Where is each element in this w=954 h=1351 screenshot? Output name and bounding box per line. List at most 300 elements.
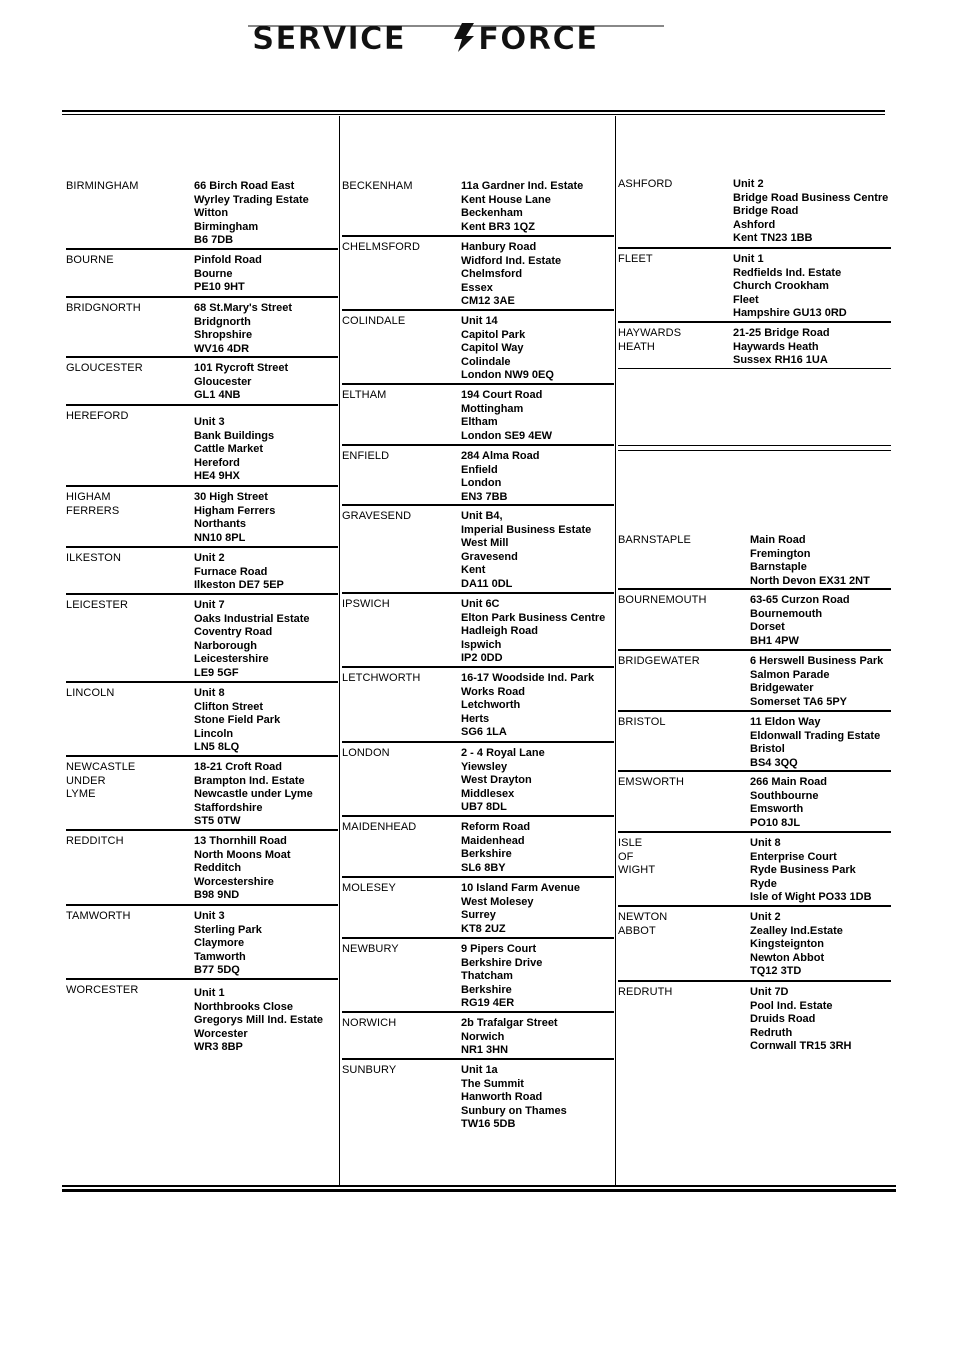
address-line: 266 Main Road bbox=[750, 776, 828, 788]
location-address bbox=[750, 837, 872, 905]
address-line: Newcastle under Lyme bbox=[194, 788, 313, 800]
address-line: 66 Birch Road East bbox=[194, 180, 295, 192]
town-line: BOURNE bbox=[66, 254, 114, 266]
location-town bbox=[618, 253, 653, 267]
address-line: 21-25 Bridge Road bbox=[733, 327, 830, 339]
entry-separator bbox=[66, 904, 338, 906]
address-line: 9 Pipers Court bbox=[461, 943, 537, 955]
town-line: BOURNEMOUTH bbox=[618, 594, 707, 606]
address-line: Enfield bbox=[461, 463, 498, 476]
address-line: Lincoln bbox=[194, 727, 234, 740]
address-line: Unit 2 bbox=[733, 178, 764, 190]
location-address bbox=[194, 254, 262, 295]
column-divider-2 bbox=[615, 116, 616, 1185]
location-town bbox=[342, 1064, 396, 1078]
address-line: Eldonwall Trading Estate bbox=[750, 729, 881, 742]
address-line: Unit 3 bbox=[194, 416, 225, 428]
address-line: Claymore bbox=[194, 937, 245, 949]
address-line: 6 Herswell Business Park bbox=[750, 655, 884, 667]
address-line: UB7 8DL bbox=[461, 801, 507, 813]
location-address bbox=[461, 747, 545, 815]
entry-separator bbox=[66, 248, 338, 250]
location-address bbox=[194, 761, 313, 829]
location-town bbox=[342, 241, 420, 255]
address-line: Bridge Road Business Centre bbox=[733, 191, 889, 204]
address-line: Somerset TA6 5PY bbox=[750, 695, 848, 708]
address-line: Capitol Way bbox=[461, 342, 524, 354]
address-line: Ispwich bbox=[461, 638, 502, 651]
location-address bbox=[194, 835, 291, 903]
address-line: Eltham bbox=[461, 416, 498, 428]
address-line: Coventry Road bbox=[194, 626, 273, 638]
address-line: Unit 7D bbox=[750, 986, 789, 998]
address-line: Northbrooks Close bbox=[194, 1000, 294, 1013]
address-line: Unit 1 bbox=[733, 253, 764, 265]
address-line: Ryde bbox=[750, 877, 777, 890]
address-line: Thatcham bbox=[461, 970, 513, 982]
address-line: Leicestershire bbox=[194, 653, 269, 665]
address-line: IP2 0DD bbox=[461, 652, 503, 664]
location-town bbox=[66, 910, 131, 924]
address-line: Ilkeston DE7 5EP bbox=[194, 579, 284, 591]
location-town bbox=[342, 882, 396, 896]
address-line: Redfields Ind. Estate bbox=[733, 266, 842, 279]
town-line: ENFIELD bbox=[342, 450, 390, 462]
address-line: WV16 4DR bbox=[194, 342, 250, 355]
location-address bbox=[461, 882, 580, 936]
right-separator-2 bbox=[618, 445, 891, 446]
entry-separator bbox=[618, 588, 891, 590]
entry-separator bbox=[342, 1058, 614, 1060]
town-line: GLOUCESTER bbox=[66, 362, 143, 374]
address-line: TW16 5DB bbox=[461, 1118, 516, 1130]
entry-separator bbox=[618, 770, 891, 772]
bottom-rule-2 bbox=[62, 1189, 896, 1192]
entry-separator bbox=[66, 978, 338, 980]
location-address bbox=[461, 821, 530, 875]
address-line: LN5 8LQ bbox=[194, 741, 240, 753]
location-town bbox=[618, 178, 672, 192]
location-address bbox=[750, 716, 880, 770]
entry-separator bbox=[342, 235, 614, 237]
address-line: Bank Buildings bbox=[194, 429, 275, 442]
location-address bbox=[194, 599, 310, 680]
right-separator-3 bbox=[618, 450, 891, 451]
address-line: Church Crookham bbox=[733, 280, 829, 292]
address-line: West Molesey bbox=[461, 895, 534, 908]
address-line: Barnstaple bbox=[750, 561, 807, 573]
address-line: Sussex RH16 1UA bbox=[733, 354, 828, 366]
location-address bbox=[733, 327, 830, 368]
address-line: 18-21 Croft Road bbox=[194, 761, 283, 773]
address-line: B6 7DB bbox=[194, 234, 234, 246]
town-line: ASHFORD bbox=[618, 178, 673, 190]
svg-text:SERVICE: SERVICE bbox=[252, 21, 406, 54]
address-line: TQ12 3TD bbox=[750, 965, 802, 977]
address-line: Mottingham bbox=[461, 402, 524, 415]
address-line: Druids Road bbox=[750, 1013, 816, 1025]
location-address bbox=[461, 389, 552, 443]
address-line: Unit 6C bbox=[461, 598, 500, 610]
address-line: Narborough bbox=[194, 639, 257, 652]
town-line: NEWBURY bbox=[342, 943, 399, 955]
location-town bbox=[66, 302, 141, 316]
address-line: Unit 1a bbox=[461, 1064, 498, 1076]
entry-separator bbox=[342, 1011, 614, 1013]
location-town bbox=[342, 510, 411, 524]
entry-separator bbox=[66, 755, 338, 757]
address-line: Bridgewater bbox=[750, 682, 814, 694]
location-address bbox=[750, 594, 850, 648]
location-town bbox=[342, 943, 399, 957]
town-line: BRISTOL bbox=[618, 716, 666, 728]
address-line: Chelmsford bbox=[461, 268, 523, 280]
entry-separator bbox=[342, 444, 614, 446]
address-line: Yiewsley bbox=[461, 760, 508, 773]
address-line: Redruth bbox=[750, 1026, 793, 1039]
address-line: London SE9 4EW bbox=[461, 429, 553, 442]
town-line: BIRMINGHAM bbox=[66, 180, 139, 192]
address-line: Unit B4, bbox=[461, 510, 503, 522]
address-line: 2 - 4 Royal Lane bbox=[461, 747, 545, 759]
address-line: Northants bbox=[194, 518, 246, 530]
address-line: 16-17 Woodside Ind. Park bbox=[461, 672, 595, 684]
location-address bbox=[733, 178, 888, 246]
address-line: Kent BR3 1QZ bbox=[461, 220, 535, 233]
top-rule bbox=[62, 110, 885, 112]
entry-separator bbox=[618, 831, 891, 833]
town-line: WORCESTER bbox=[66, 984, 139, 996]
top-rule-2 bbox=[62, 114, 885, 115]
town-line: REDDITCH bbox=[66, 835, 124, 847]
location-address bbox=[750, 986, 851, 1054]
town-line: HEREFORD bbox=[66, 410, 129, 422]
address-line: Bournemouth bbox=[750, 607, 823, 620]
address-line: Gloucester bbox=[194, 375, 252, 388]
town-line: CHELMSFORD bbox=[342, 241, 421, 253]
location-address bbox=[461, 450, 539, 504]
address-line: Redditch bbox=[194, 862, 242, 874]
address-line: Oaks Industrial Estate bbox=[194, 612, 310, 625]
address-line: Haywards Heath bbox=[733, 340, 819, 353]
address-line: Unit 7 bbox=[194, 599, 225, 611]
address-line: Wyrley Trading Estate bbox=[194, 193, 309, 206]
address-line: Gravesend bbox=[461, 550, 518, 563]
address-line: Berkshire Drive bbox=[461, 956, 543, 969]
location-address bbox=[461, 1064, 567, 1132]
entry-separator bbox=[342, 592, 614, 594]
address-line: Worcester bbox=[194, 1027, 248, 1040]
address-line: Hadleigh Road bbox=[461, 625, 539, 637]
address-line: 2b Trafalgar Street bbox=[461, 1017, 558, 1029]
address-line: HE4 9HX bbox=[194, 470, 240, 482]
town-line: LONDON bbox=[342, 747, 390, 759]
location-town bbox=[342, 821, 416, 835]
address-line: 194 Court Road bbox=[461, 389, 543, 401]
location-address bbox=[461, 943, 542, 1011]
address-line: Southbourne bbox=[750, 789, 819, 802]
location-town bbox=[66, 552, 121, 566]
location-address bbox=[461, 510, 591, 591]
town-line: MAIDENHEAD bbox=[342, 821, 417, 833]
location-town bbox=[66, 835, 124, 849]
location-address bbox=[194, 302, 292, 356]
address-line: 30 High Street bbox=[194, 491, 268, 503]
address-line: Bridgnorth bbox=[194, 315, 251, 328]
address-line: Herts bbox=[461, 712, 490, 725]
address-line: Witton bbox=[194, 207, 229, 219]
entry-separator bbox=[342, 666, 614, 668]
location-town bbox=[618, 716, 666, 730]
address-line: Hanbury Road bbox=[461, 241, 537, 253]
address-line: Bristol bbox=[750, 743, 785, 755]
address-line: Enterprise Court bbox=[750, 850, 837, 863]
address-line: Hanworth Road bbox=[461, 1091, 543, 1103]
address-line: Unit 2 bbox=[750, 911, 781, 923]
address-line: WR3 8BP bbox=[194, 1041, 243, 1053]
address-line: 284 Alma Road bbox=[461, 450, 540, 462]
address-line: Clifton Street bbox=[194, 700, 264, 713]
address-line: Zealley Ind.Estate bbox=[750, 924, 843, 937]
address-line: B98 9ND bbox=[194, 889, 240, 901]
town-line: EMSWORTH bbox=[618, 776, 684, 788]
entry-separator bbox=[66, 356, 338, 358]
town-line: ISLE OF WIGHT bbox=[618, 837, 656, 876]
location-address bbox=[461, 672, 594, 740]
address-line: Unit 2 bbox=[194, 552, 225, 564]
entry-separator bbox=[66, 681, 338, 683]
address-line: 13 Thornhill Road bbox=[194, 835, 287, 847]
address-line: NR1 3HN bbox=[461, 1044, 509, 1056]
town-line: HEATH bbox=[618, 340, 655, 353]
address-line: Fremington bbox=[750, 547, 811, 560]
address-line: Isle of Wight PO33 1DB bbox=[750, 891, 872, 903]
address-line: BH1 4PW bbox=[750, 634, 799, 647]
address-line: The Summit bbox=[461, 1077, 524, 1090]
address-line: Bourne bbox=[194, 267, 233, 280]
location-address bbox=[194, 491, 275, 545]
town-line: BECKENHAM bbox=[342, 180, 413, 192]
svg-text:FORCE: FORCE bbox=[478, 21, 599, 54]
town-line: HAYWARDS bbox=[618, 327, 682, 339]
address-line: SG6 1LA bbox=[461, 726, 507, 738]
address-line: North Moons Moat bbox=[194, 848, 291, 861]
town-line: NORWICH bbox=[342, 1017, 397, 1029]
address-line: London bbox=[461, 477, 502, 489]
address-line: Emsworth bbox=[750, 803, 804, 815]
address-line: Reform Road bbox=[461, 821, 531, 833]
entry-separator bbox=[342, 815, 614, 817]
address-line: Kent House Lane bbox=[461, 193, 551, 206]
address-line: Capitol Park bbox=[461, 328, 526, 341]
address-line: Cattle Market bbox=[194, 443, 264, 455]
address-line: Newton Abbot bbox=[750, 951, 825, 964]
address-line: LE9 5GF bbox=[194, 666, 239, 679]
entry-separator bbox=[66, 404, 338, 406]
address-line: Kingsteignton bbox=[750, 938, 824, 950]
address-line: Imperial Business Estate bbox=[461, 523, 592, 536]
address-line: West Mill bbox=[461, 537, 509, 549]
location-town bbox=[342, 315, 405, 329]
location-address bbox=[750, 776, 827, 830]
entry-separator bbox=[66, 546, 338, 548]
entry-separator bbox=[618, 247, 891, 249]
address-line: Kent bbox=[461, 564, 486, 576]
location-address bbox=[461, 241, 561, 309]
entry-separator bbox=[66, 829, 338, 831]
location-town bbox=[66, 362, 143, 376]
location-town bbox=[618, 986, 672, 1000]
town-line: IPSWICH bbox=[342, 598, 390, 610]
location-town bbox=[618, 837, 655, 878]
address-line: Shropshire bbox=[194, 329, 253, 341]
town-line: LINCOLN bbox=[66, 687, 115, 699]
location-town bbox=[618, 327, 681, 354]
town-line: GRAVESEND bbox=[342, 510, 412, 522]
entry-separator bbox=[342, 937, 614, 939]
right-separator-1 bbox=[618, 368, 891, 369]
address-line: 11a Gardner Ind. Estate bbox=[461, 180, 584, 192]
address-line: SL6 8BY bbox=[461, 861, 506, 874]
location-town bbox=[618, 776, 684, 790]
address-line: Unit 1 bbox=[194, 987, 225, 999]
address-line: Ryde Business Park bbox=[750, 864, 856, 876]
location-address bbox=[733, 253, 847, 321]
entry-separator bbox=[618, 710, 891, 712]
location-address bbox=[194, 910, 262, 978]
town-line: BRIDGNORTH bbox=[66, 302, 141, 314]
location-address bbox=[461, 315, 554, 383]
address-line: Essex bbox=[461, 281, 493, 294]
address-line: Unit 3 bbox=[194, 910, 225, 922]
address-line: Brampton Ind. Estate bbox=[194, 774, 305, 787]
town-line: SUNBURY bbox=[342, 1064, 397, 1076]
town-line: UNDER LYME bbox=[66, 774, 106, 800]
location-town bbox=[618, 534, 691, 548]
location-town bbox=[618, 594, 707, 608]
address-line: Maidenhead bbox=[461, 834, 525, 847]
address-line: Ashford bbox=[733, 218, 776, 231]
address-line: Worcestershire bbox=[194, 875, 274, 888]
town-line: BRIDGEWATER bbox=[618, 655, 700, 667]
location-town bbox=[342, 598, 390, 612]
town-line: FLEET bbox=[618, 253, 653, 265]
address-line: Berkshire bbox=[461, 983, 512, 996]
town-line: NEWCASTLE bbox=[66, 761, 136, 773]
address-line: Unit 14 bbox=[461, 315, 498, 327]
entry-separator bbox=[618, 905, 891, 907]
town-line: MOLESEY bbox=[342, 882, 396, 894]
address-line: PO10 8JL bbox=[750, 816, 801, 829]
entry-separator bbox=[618, 649, 891, 651]
address-line: Letchworth bbox=[461, 699, 521, 711]
entry-separator bbox=[66, 296, 338, 298]
town-line: ELTHAM bbox=[342, 389, 387, 401]
location-address bbox=[461, 180, 583, 234]
town-line: COLINDALE bbox=[342, 315, 406, 327]
address-line: 63-65 Curzon Road bbox=[750, 594, 850, 606]
location-address bbox=[461, 1017, 558, 1058]
location-address bbox=[194, 416, 274, 484]
address-line: NN10 8PL bbox=[194, 531, 246, 544]
address-line: 11 Eldon Way bbox=[750, 716, 821, 728]
location-town bbox=[618, 911, 667, 938]
entry-separator bbox=[342, 383, 614, 385]
town-line: TAMWORTH bbox=[66, 910, 131, 922]
town-line: LEICESTER bbox=[66, 599, 129, 611]
address-line: CM12 3AE bbox=[461, 295, 515, 307]
entry-separator bbox=[66, 485, 338, 487]
entry-separator bbox=[618, 321, 891, 323]
address-line: BS4 3QQ bbox=[750, 756, 798, 769]
location-town bbox=[66, 984, 138, 998]
entry-separator bbox=[342, 504, 614, 506]
address-line: GL1 4NB bbox=[194, 389, 241, 401]
address-line: Pool Ind. Estate bbox=[750, 999, 833, 1012]
location-town bbox=[66, 180, 139, 194]
location-town bbox=[618, 655, 700, 669]
address-line: Salmon Parade bbox=[750, 668, 830, 681]
address-line: Works Road bbox=[461, 685, 525, 698]
location-town bbox=[342, 450, 389, 464]
town-line: REDRUTH bbox=[618, 986, 673, 998]
address-line: Middlesex bbox=[461, 787, 515, 800]
location-address bbox=[194, 362, 288, 403]
location-town bbox=[342, 389, 386, 403]
location-town bbox=[342, 180, 413, 194]
address-line: West Drayton bbox=[461, 774, 532, 786]
address-line: 10 Island Farm Avenue bbox=[461, 882, 581, 894]
address-line: Elton Park Business Centre bbox=[461, 611, 606, 624]
address-line: PE10 9HT bbox=[194, 281, 245, 293]
address-line: Cornwall TR15 3RH bbox=[750, 1040, 852, 1052]
town-line: HIGHAM FERRERS bbox=[66, 491, 120, 517]
entry-separator bbox=[66, 593, 338, 595]
address-line: North Devon EX31 2NT bbox=[750, 574, 870, 587]
address-line: B77 5DQ bbox=[194, 964, 240, 976]
address-line: Stone Field Park bbox=[194, 714, 281, 726]
location-town bbox=[66, 687, 114, 701]
entry-separator bbox=[342, 741, 614, 743]
town-line: ILKESTON bbox=[66, 552, 122, 564]
location-town bbox=[66, 254, 114, 268]
address-line: Hampshire GU13 0RD bbox=[733, 307, 847, 319]
address-line: Staffordshire bbox=[194, 801, 263, 814]
address-line: Sterling Park bbox=[194, 923, 262, 936]
address-line: 101 Rycroft Street bbox=[194, 362, 289, 374]
address-line: Sunbury on Thames bbox=[461, 1104, 567, 1117]
entry-separator bbox=[342, 309, 614, 311]
bottom-rule bbox=[62, 1185, 896, 1187]
location-town bbox=[66, 491, 119, 518]
address-line: Kent TN23 1BB bbox=[733, 232, 813, 244]
address-line: London NW9 0EQ bbox=[461, 369, 554, 381]
address-line: Birmingham bbox=[194, 220, 259, 233]
address-line: Unit 8 bbox=[194, 687, 225, 699]
location-address bbox=[194, 687, 280, 755]
address-line: Pinfold Road bbox=[194, 254, 262, 266]
address-line: Hereford bbox=[194, 456, 240, 469]
location-address bbox=[194, 552, 284, 593]
address-line: RG19 4ER bbox=[461, 997, 515, 1009]
location-address bbox=[750, 655, 883, 709]
location-address bbox=[750, 911, 843, 979]
address-line: Beckenham bbox=[461, 207, 523, 219]
location-town bbox=[342, 747, 390, 761]
entry-separator bbox=[342, 876, 614, 878]
town-line: NEWTON ABBOT bbox=[618, 911, 668, 937]
address-line: ST5 0TW bbox=[194, 815, 241, 827]
